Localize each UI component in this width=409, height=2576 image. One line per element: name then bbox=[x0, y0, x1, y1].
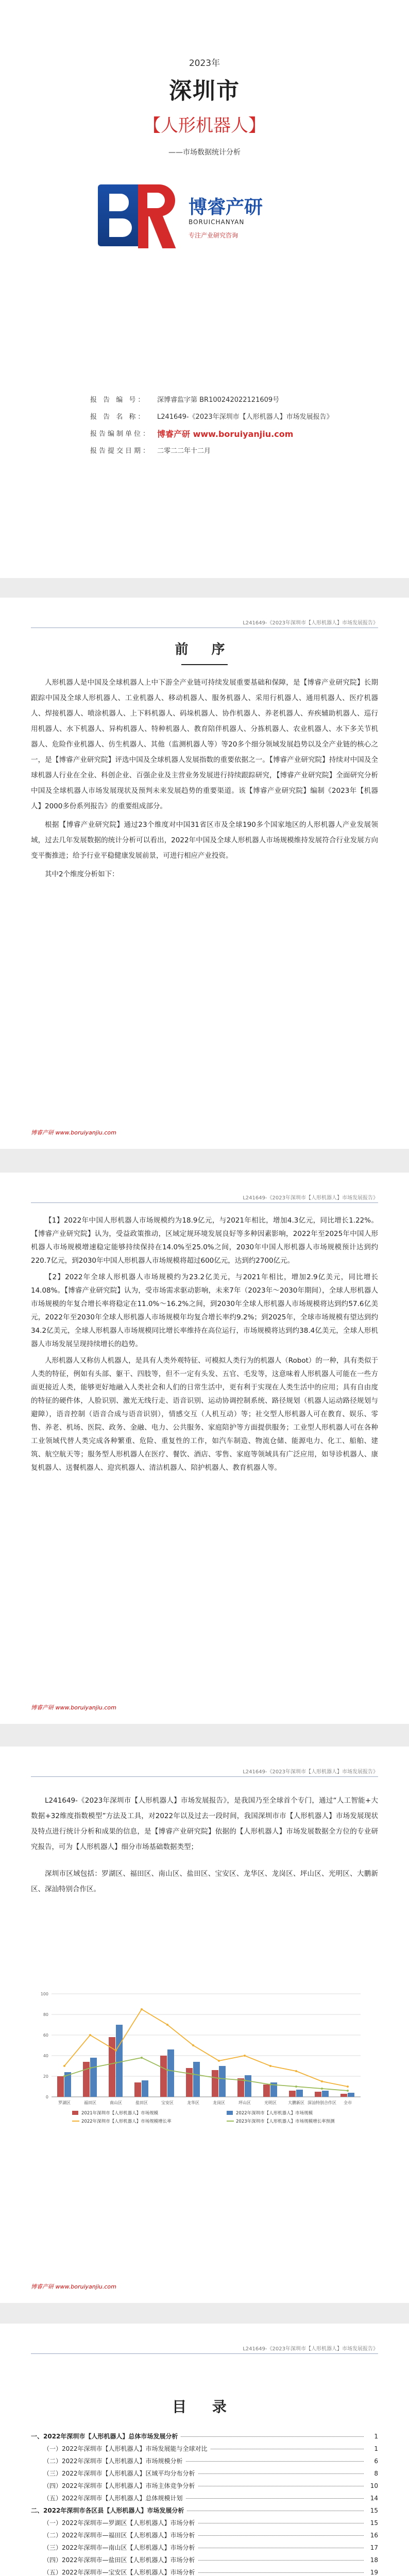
toc-entry-label: 二、2022年深圳市各区县【人形机器人】市场发展分析 bbox=[31, 2507, 184, 2514]
x-tick-label: 深汕特别合作区 bbox=[308, 2100, 336, 2105]
toc-entry-label: （四）2022年深圳市【人形机器人】市场主体竞争分析 bbox=[43, 2482, 195, 2489]
header-divider bbox=[31, 2353, 378, 2354]
toc-leader-dots bbox=[198, 2560, 364, 2561]
line-point bbox=[321, 2088, 323, 2090]
page-footer: 博睿产研 www.boruiyanjiu.com bbox=[31, 1704, 116, 1711]
bar bbox=[134, 2082, 141, 2097]
line-point bbox=[269, 2083, 271, 2086]
toc-entry-page: 14 bbox=[370, 2495, 378, 2502]
bar bbox=[193, 2062, 200, 2097]
body-paragraph: L241649-《2023年深圳市【人形机器人】市场发展报告》，是我国乃至全球首个专门，通过“人工智能+大数据+32维度指数模型”方法及工具，对2022年以及过去一段时间，我国深圳市市【人形机器人】市场发展现状及特点进行统计分析和成果的信息，是【博睿产业研究院】依据的【人形机器人】市场发展数据全方位的专业研究报告，可为【人形机器人】细分市场基础数据类型； bbox=[31, 1797, 378, 1851]
line-point bbox=[192, 2073, 194, 2075]
body-paragraph: 【1】2022年中国人形机器人市场规模约为18.9亿元，与2021年相比，增加4.3亿元，同比增长1.22%。【博睿产业研究院】认为，受益政策推动，区域定规环境发展良好等多种因素影响，2022年至2025年中国人形机器人市场规模增速稳定能够持续保持在14.0%至25.0%之间，2030年中国人形机器人市场规模预计达到约220.7亿元，到2030年中国人形机器人市场规模将超过600亿元，达到约2700亿元。 bbox=[31, 1216, 378, 1265]
toc-leader-dots bbox=[186, 2461, 364, 2462]
preface-page bbox=[0, 598, 409, 1149]
bar bbox=[296, 2090, 303, 2097]
page-footer: 博睿产研 www.boruiyanjiu.com bbox=[31, 2283, 116, 2290]
legend-swatch bbox=[72, 2111, 78, 2115]
x-tick-label: 大鹏新区 bbox=[288, 2100, 304, 2105]
line-point bbox=[63, 2075, 65, 2077]
toc-leader-dots bbox=[198, 2473, 364, 2474]
line-point bbox=[115, 2062, 117, 2064]
legend-swatch bbox=[227, 2111, 233, 2115]
toc-entry[interactable] bbox=[31, 2518, 378, 2531]
line-point bbox=[295, 2086, 297, 2088]
district-chart-page bbox=[0, 1747, 409, 2303]
body-paragraph: 人形机器人又称仿人机器人，是具有人类外观特征、可模拟人类行为的机器人（Robot）的一种，具有类似于人类的特征，例如有头部、躯干、四肢等，但不一定有头发、五官、毛发等，这意味着人形机器人可能在一些方面更接近人类，能够更好地融入人类社会和人们的日常生活中，更有利于实现在人类生活中的应用；具有自由度的特征的硬件体，人脸识别、激光无线行走、语音识别、运动协调控制系统、路径规划（机器人运动路径规划与避障），语音控制（语音合成与语音识别），情感交互（人机互动）等；社交型人形机器人可在教育、娱乐、零售、养老、机场、医院、政务、金融、电力、公共服务、家庭陪护等方面提供服务；工业型人形机器人可在各种工业领域代替人类完成各种繁重、危险、重复性的工作，如汽车制造、物流仓储、能源电力、化工、船舶、建筑、航空航天等；服务型人形机器人在医疗、餐饮、酒店、零售、家庭等领域具有广泛应用，如导诊机器人、康复机器人、送餐机器人、迎宾机器人、清洁机器人、陪护机器人、教育机器人等。 bbox=[31, 1357, 378, 1472]
legend-label: 2022年深圳市【人形机器人】市场规模 bbox=[236, 2111, 313, 2116]
bar bbox=[348, 2093, 354, 2097]
toc-entry[interactable] bbox=[31, 2456, 378, 2469]
y-tick-label: 80 bbox=[43, 2012, 48, 2017]
toc-entry[interactable] bbox=[31, 2432, 378, 2444]
line-point bbox=[244, 2079, 246, 2081]
x-tick-label: 龙岗区 bbox=[213, 2100, 225, 2105]
header-divider bbox=[31, 1776, 378, 1777]
line-point bbox=[218, 2077, 220, 2079]
toc-list bbox=[31, 2432, 378, 2576]
toc-entry-label: （五）2022年深圳市—宝安区【人形机器人】市场分析 bbox=[43, 2569, 195, 2576]
district-market-chart bbox=[31, 1989, 378, 2143]
x-tick-label: 坪山区 bbox=[238, 2100, 251, 2105]
legend-label: 2021年深圳市【人形机器人】市场规模 bbox=[81, 2111, 159, 2116]
bar bbox=[57, 2076, 64, 2097]
toc-entry[interactable] bbox=[31, 2481, 378, 2494]
line-point bbox=[141, 2057, 143, 2059]
bar bbox=[212, 2070, 218, 2097]
toc-entry[interactable] bbox=[31, 2444, 378, 2456]
line-point bbox=[89, 2067, 91, 2069]
line-point bbox=[192, 2044, 194, 2046]
legend-label: 2022年深圳市【人形机器人】市场规模增长率 bbox=[81, 2119, 172, 2124]
toc-entry-page: 15 bbox=[370, 2519, 378, 2527]
x-tick-label: 福田区 bbox=[84, 2100, 96, 2105]
toc-entry-page: 17 bbox=[370, 2544, 378, 2551]
toc-leader-dots bbox=[181, 2436, 364, 2437]
y-tick-label: 0 bbox=[45, 2095, 48, 2099]
bar bbox=[142, 2080, 148, 2097]
preface-paragraph: 根据【博睿产业研究院】通过23个维度对中国31省区市及全球190多个国家地区的人形机器人产业发展领域，过去几年发展数据的统计分析可以看出，2022年中国及全球人形机器人市场规模维持发展符合行业发展方向变平衡推进；给予行业平稳健康发展前景，可进行相应产业投资。 bbox=[31, 821, 378, 860]
toc-entry-label: （三）2022年深圳市—南山区【人形机器人】市场分析 bbox=[43, 2544, 195, 2551]
toc-leader-dots bbox=[198, 2572, 364, 2573]
toc-entry-page: 1 bbox=[374, 2433, 378, 2440]
y-tick-label: 100 bbox=[40, 1992, 48, 1996]
y-tick-label: 40 bbox=[43, 2054, 48, 2058]
cover-topic: 【人形机器人】 bbox=[143, 115, 266, 136]
page-footer: 博睿产研 www.boruiyanjiu.com bbox=[31, 1129, 116, 1136]
line-point bbox=[166, 2069, 168, 2071]
line-point bbox=[115, 2049, 117, 2052]
bar bbox=[263, 2084, 270, 2097]
bar bbox=[322, 2091, 329, 2097]
logo-en: BORUICHANYAN bbox=[189, 218, 245, 226]
toc-entry[interactable] bbox=[31, 2543, 378, 2555]
bar bbox=[237, 2078, 244, 2097]
line-point bbox=[269, 2065, 271, 2067]
x-tick-label: 盐田区 bbox=[135, 2100, 148, 2105]
toc-entry-label: 一、2022年深圳市【人形机器人】总体市场发展分析 bbox=[31, 2433, 178, 2440]
logo-cn: 博睿产研 bbox=[189, 197, 263, 218]
bar bbox=[289, 2091, 296, 2097]
x-tick-label: 光明区 bbox=[264, 2100, 277, 2105]
cover-page bbox=[0, 0, 409, 578]
market-size-text bbox=[31, 1214, 378, 1478]
market-size-page bbox=[0, 1173, 409, 1724]
toc-entry[interactable] bbox=[31, 2531, 378, 2543]
bar bbox=[90, 2058, 97, 2097]
bar bbox=[160, 2056, 167, 2097]
toc-entry-page: 8 bbox=[374, 2470, 378, 2477]
info-report-name: 报 告 名 称： L241649-《2023年深圳市【人形机器人】市场发展报告》 bbox=[90, 413, 333, 421]
cover-city: 深圳市 bbox=[169, 78, 240, 104]
running-header: L241649-《2023年深圳市【人形机器人】市场发展报告》 bbox=[243, 620, 378, 626]
toc-entry-label: （二）2022年深圳市【人形机器人】市场规模分析 bbox=[43, 2458, 183, 2465]
toc-entry-page: 16 bbox=[370, 2532, 378, 2539]
info-report-number: 报 告 编 号： 深博睿监字第 BR1002420221216​09号 bbox=[90, 396, 280, 404]
x-tick-label: 宝安区 bbox=[161, 2100, 174, 2105]
toc-entry-page: 19 bbox=[370, 2569, 378, 2576]
report-info bbox=[90, 396, 332, 464]
toc-entry-label: （一）2022年深圳市—罗湖区【人形机器人】市场分析 bbox=[43, 2519, 195, 2527]
bar bbox=[167, 2049, 174, 2097]
cover-subtitle: ——市场数据统计分析 bbox=[168, 148, 241, 157]
series-line bbox=[64, 2009, 348, 2087]
chart-svg bbox=[31, 1989, 378, 2143]
x-tick-label: 南山区 bbox=[110, 2100, 122, 2105]
toc-entry-page: 1 bbox=[374, 2445, 378, 2452]
toc-entry[interactable] bbox=[31, 2555, 378, 2568]
x-tick-label: 罗湖区 bbox=[58, 2100, 71, 2105]
line-point bbox=[295, 2070, 297, 2072]
info-report-date: 报告提交日期： 二零二二年十二月 bbox=[90, 447, 211, 455]
toc-entry-page: 10 bbox=[370, 2482, 378, 2489]
body-paragraph: 【2】2022年全球人形机器人市场规模约为23.2亿美元，与2021年相比，增加2.9亿美元，同比增长14.08%。【博睿产业研究院】认为，受市场需求驱动影响，未来7年（2023年～2030年期间），全球人形机器人市场规模的年复合增长率将稳定在11.0%～16.2%之间，到2030年全球人形机器人市场规模将达到约57.6亿美元，2022年至2030年全球人形机器人市场规模年均复合增长率约9.2%；到2025年，全球市场规模有望达到约34.2亿美元，全球人形机器人市场规模同比增长率维持在高位运行，市场规模将达到约38.4亿美元，全球人形机器人市场发展呈现持续增长的趋势。 bbox=[31, 1273, 378, 1348]
bar bbox=[83, 2062, 90, 2097]
toc-entry-label: （四）2022年深圳市—盐田区【人形机器人】市场分析 bbox=[43, 2556, 195, 2564]
line-point bbox=[63, 2065, 65, 2067]
bar bbox=[186, 2068, 193, 2097]
bar bbox=[116, 2025, 123, 2097]
preface-text bbox=[31, 675, 378, 885]
preface-paragraph: 其中2个维度分析如下： bbox=[45, 870, 119, 878]
logo-r-mark bbox=[133, 184, 180, 246]
cover-year: 2023年 bbox=[189, 58, 220, 69]
series-line bbox=[64, 2058, 348, 2091]
line-point bbox=[218, 2060, 220, 2062]
running-header: L241649-《2023年深圳市【人形机器人】市场发展报告》 bbox=[243, 2346, 378, 2352]
line-point bbox=[89, 2034, 91, 2036]
bar bbox=[219, 2066, 226, 2097]
bar bbox=[315, 2092, 321, 2097]
logo-tagline: 专注产业研究咨询 bbox=[189, 232, 238, 239]
line-point bbox=[141, 2008, 143, 2010]
toc-entry-page: 18 bbox=[370, 2556, 378, 2564]
legend-label: 2023年深圳市【人形机器人】市场规模增长率预测 bbox=[236, 2119, 335, 2124]
running-header: L241649-《2023年深圳市【人形机器人】市场发展报告》 bbox=[243, 1769, 378, 1775]
toc-entry-label: （三）2022年深圳市【人形机器人】区域平均分布分析 bbox=[43, 2470, 195, 2477]
toc-leader-dots bbox=[198, 2535, 364, 2536]
toc-entry-label: （五）2022年深圳市【人形机器人】总体规模计划 bbox=[43, 2495, 183, 2502]
toc-entry-label: （一）2022年深圳市【人形机器人】市场发展能与全球对比 bbox=[43, 2445, 208, 2452]
preface-title: 前 序 bbox=[0, 639, 409, 665]
line-point bbox=[347, 2086, 349, 2088]
y-tick-label: 60 bbox=[43, 2033, 48, 2038]
bar bbox=[245, 2075, 251, 2097]
bar bbox=[340, 2094, 347, 2097]
info-report-publisher: 报告编制单位： 博睿产研 www.boruiyanjiu.com bbox=[90, 429, 294, 439]
toc-entry[interactable] bbox=[31, 2568, 378, 2576]
header-divider bbox=[31, 1202, 378, 1203]
line-point bbox=[347, 2090, 349, 2092]
y-tick-label: 20 bbox=[43, 2074, 48, 2079]
toc-entry[interactable] bbox=[31, 2494, 378, 2506]
x-tick-label: 龙华区 bbox=[187, 2100, 199, 2105]
line-point bbox=[244, 2055, 246, 2057]
toc-entry-label: （二）2022年深圳市—福田区【人形机器人】市场分析 bbox=[43, 2532, 195, 2539]
company-logo bbox=[98, 181, 325, 253]
toc-page bbox=[0, 2324, 409, 2576]
toc-leader-dots bbox=[186, 2498, 364, 2499]
toc-title: 目 录 bbox=[172, 2398, 237, 2415]
toc-entry-page: 6 bbox=[374, 2458, 378, 2465]
chart-intro-text bbox=[31, 1793, 378, 1900]
line-point bbox=[321, 2080, 323, 2082]
line-point bbox=[166, 2024, 168, 2026]
toc-entry-page: 15 bbox=[370, 2507, 378, 2514]
body-paragraph: 深圳市区域包括：罗湖区、福田区、南山区、盐田区、宝安区、龙华区、龙岗区、坪山区、光明区、大鹏新区、深汕特别合作区。 bbox=[31, 1870, 378, 1893]
running-header: L241649-《2023年深圳市【人形机器人】市场发展报告》 bbox=[243, 1195, 378, 1201]
preface-paragraph: 人形机器人是中国及全球机器人上中下游全产业链可持续发展重要基础和保障，是【博睿产业研究院】长期跟踪中国及全球人形机器人、工业机器人、移动机器人、服务机器人、采用行机器人、通用机器人、医疗机器人、焊接机器人、喷涂机器人、上下料机器人、码垛机器人、协作机器人、养老机器人、弃疾辅助机器人、巡行用机器人、水下机器人、异构机器人、特种机器人、教育陪伴机器人、分拣机器人、农业机器人、水下多关节机器人、危险作业机器人、仿生机器人、其他（监测机器人等）等20多个细分领域发展趋势以及全产业链的核心之一，是【博睿产业研究院】评选中国及全球机器人发展指数的重要依据之一。【博睿产业研究院】持续对中国及全球机器人行业在全业、科创企业、百强企业及主营业务发展进行持续跟踪研究，【博睿产业研究院】全面研究分析中国及全球机器人市场发展现状及预判未来发展趋势的重要渠道。该【博睿产业研究院】编制《2023年【机器人】2000多份系列报告》的重要组成部分。 bbox=[31, 679, 378, 810]
toc-entry[interactable] bbox=[31, 2469, 378, 2481]
bar bbox=[109, 2037, 115, 2097]
x-tick-label: 全市 bbox=[344, 2100, 352, 2105]
toc-entry[interactable] bbox=[31, 2506, 378, 2518]
